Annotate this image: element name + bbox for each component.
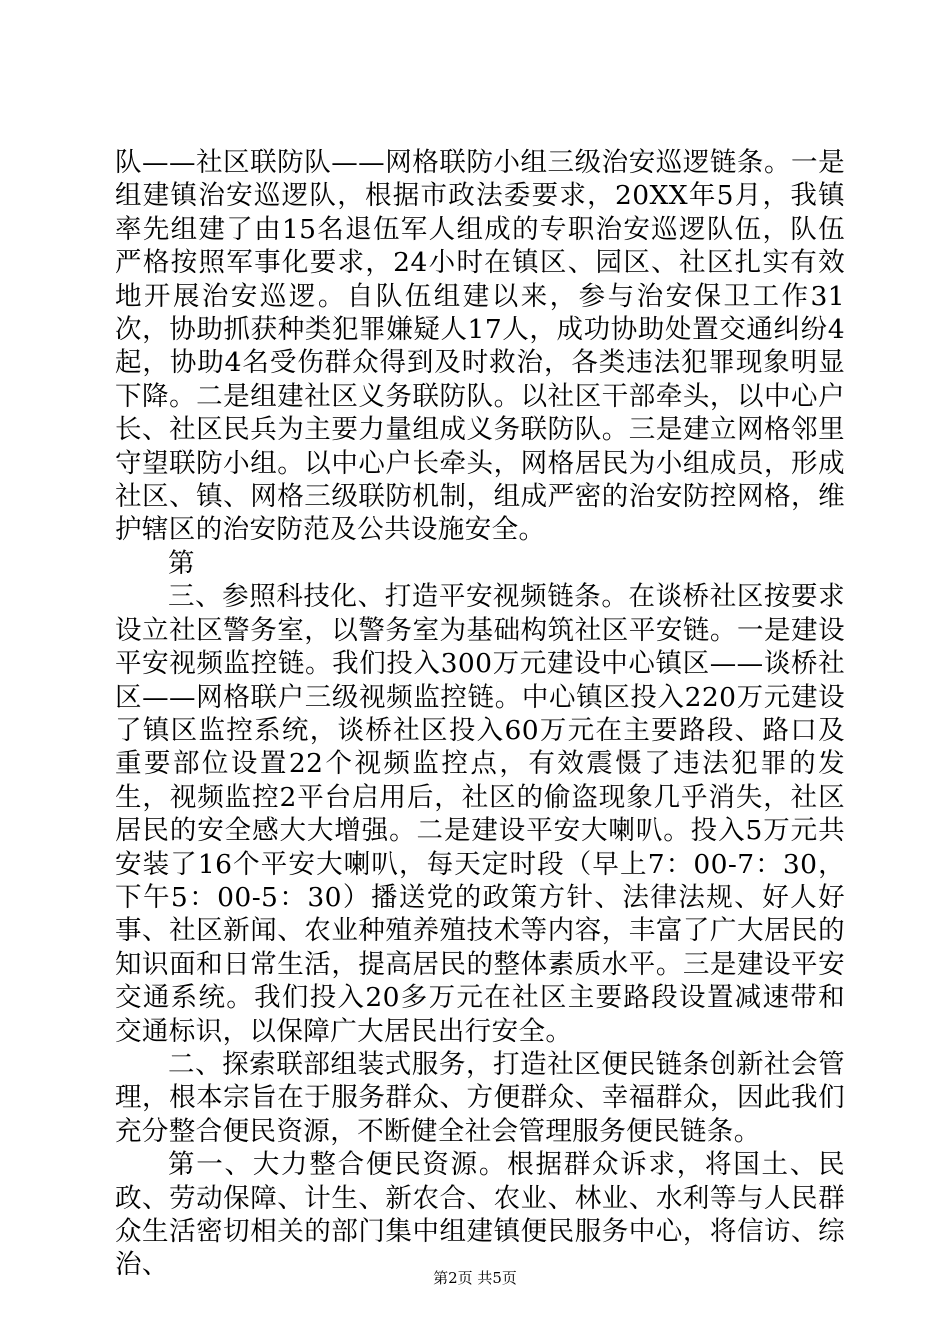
page-number-footer: 第2页 共5页 (433, 1269, 517, 1287)
paragraph-2: 第 (168, 547, 195, 579)
paragraph-3: 三、参照科技化、打造平安视频链条。在谈桥社区按要求设立社区警务室，以警务室为基础构筑社区平安链。一是建设平安视频监控链。我们投入300万元建设中心镇区——谈桥社区——网格联户三级视频监控链。中心镇区投入220万元建设了镇区监控系统，谈桥社区投入60万元在主要路段、路口及重要部位设置22个视频监控点，有效震慑了违法犯罪的发生，视频监控2平台启用后，社区的偷盗现象几乎消失，社区居民的安全感大大增强。二是建设平安大喇叭。投入5万元共安装了16个平安大喇叭，每天定时段（早上7：00-7：30，下午5：00-5：30）播送党的政策方针、法律法规、好人好事、社区新闻、农业种殖养殖技术等内容，丰富了广大居民的知识面和日常生活，提高居民的整体素质水平。三是建设平安交通系统。我们投入20多万元在社区主要路段设置减速带和交通标识，以保障广大居民出行安全。 (115, 581, 845, 1047)
paragraph-5: 第一、大力整合便民资源。根据群众诉求，将国土、民政、劳动保障、计生、新农合、农业、林业、水利等与人民群众生活密切相关的部门集中组建镇便民服务中心，将信访、综治、 (115, 1149, 845, 1281)
paragraph-1: 队——社区联防队——网格联防小组三级治安巡逻链条。一是组建镇治安巡逻队，根据市政法委要求，20XX年5月，我镇率先组建了由15名退伍军人组成的专职治安巡逻队伍，队伍严格按照军事化要求，24小时在镇区、园区、社区扎实有效地开展治安巡逻。自队伍组建以来，参与治安保卫工作31次，协助抓获种类犯罪嫌疑人17人，成功协助处置交通纠纷4起，协助4名受伤群众得到及时救治，各类违法犯罪现象明显下降。二是组建社区义务联防队。以社区干部牵头，以中心户长、社区民兵为主要力量组成义务联防队。三是建立网格邻里守望联防小组。以中心户长牵头，网格居民为小组成员，形成社区、镇、网格三级联防机制，组成严密的治安防控网格，维护辖区的治安防范及公共设施安全。 (115, 147, 845, 546)
document-body (115, 146, 845, 1282)
paragraph-4: 二、探索联部组装式服务，打造社区便民链条创新社会管理，根本宗旨在于服务群众、方便群众、幸福群众，因此我们充分整合便民资源，不断健全社会管理服务便民链条。 (115, 1048, 845, 1147)
